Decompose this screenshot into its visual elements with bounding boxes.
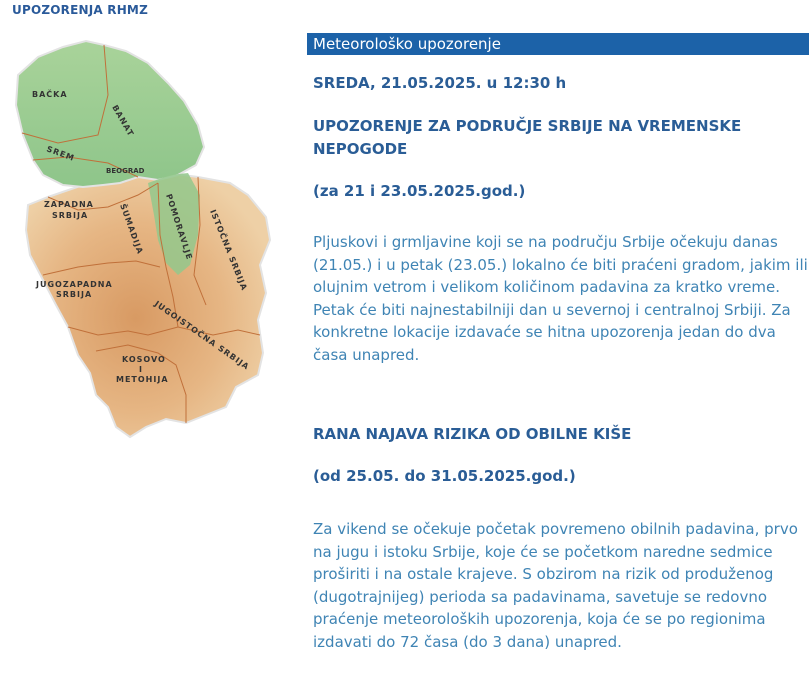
- map-label-pomoravlje: POMORAVLJE: [164, 192, 194, 262]
- map-label-srem: SREM: [45, 144, 76, 163]
- map-label-zapadna-srbija: SRBIJA: [52, 211, 89, 220]
- serbia-regions-map[interactable]: [8, 35, 298, 445]
- map-label-beograd: BEOGRAD: [106, 167, 145, 175]
- page-header-label: UPOZORENJA RHMZ: [12, 3, 148, 17]
- map-label-kosovo-i: I: [139, 365, 143, 374]
- map-label-jugozapadna-srbija: SRBIJA: [56, 290, 93, 299]
- map-label-sumadija: ŠUMADIJA: [118, 202, 145, 256]
- map-label-jugoistocna-srbija: JUGOISTOČNA SRBIJA: [152, 299, 252, 372]
- warning-date: SREDA, 21.05.2025. u 12:30 h: [313, 74, 567, 92]
- forecast-period: (od 25.05. do 31.05.2025.god.): [313, 467, 576, 485]
- warning-panel: [307, 33, 809, 653]
- map-label-metohija: METOHIJA: [116, 375, 169, 384]
- warning-text: Pljuskovi i grmljavine koji se na području Srbije očekuju danas (21.05.) i u petak (23.05.) lokalno će biti praćeni gradom, jakim ili olujnim vetrom i velikom količinom padavina za kratko vreme. Petak će biti najnestabilniji dan u severnoj i centralnoj Srbiji. Za konkretne lokacije izdavaće se hitna upozorenja jedan do dva časa unapred.: [313, 233, 808, 364]
- warning-bar-title: Meteorološko upozorenje: [307, 33, 809, 55]
- forecast-title: RANA NAJAVA RIZIKA OD OBILNE KIŠE: [313, 425, 632, 443]
- warning-period: (za 21 i 23.05.2025.god.): [313, 182, 526, 200]
- map-label-jugozapadna: JUGOZAPADNA: [36, 280, 113, 289]
- warning-title: UPOZORENJE ZA PODRUČJE SRBIJE NA VREMENSKE NEPOGODE: [313, 117, 742, 158]
- map-label-backa: BAČKA: [32, 90, 68, 99]
- map-label-kosovo: KOSOVO: [122, 355, 166, 364]
- map-label-istocna-srbija: ISTOČNA SRBIJA: [208, 208, 249, 293]
- map-label-zapadna: ZAPADNA: [44, 200, 94, 209]
- map-north-region[interactable]: [16, 41, 204, 187]
- map-label-banat: BANAT: [110, 103, 136, 139]
- forecast-text: Za vikend se očekuje početak povremeno obilnih padavina, prvo na jugu i istoku Srbije, koje će se početkom naredne sedmice proširiti i na ostale krajeve. S obzirom na rizik od produženog (dugotrajnijeg) perioda sa padavinama, savetuje se redovno praćenje meteoroloških upozorenja, koja će se po regionima izdavati do 72 časa (do 3 dana) unapred.: [313, 520, 798, 651]
